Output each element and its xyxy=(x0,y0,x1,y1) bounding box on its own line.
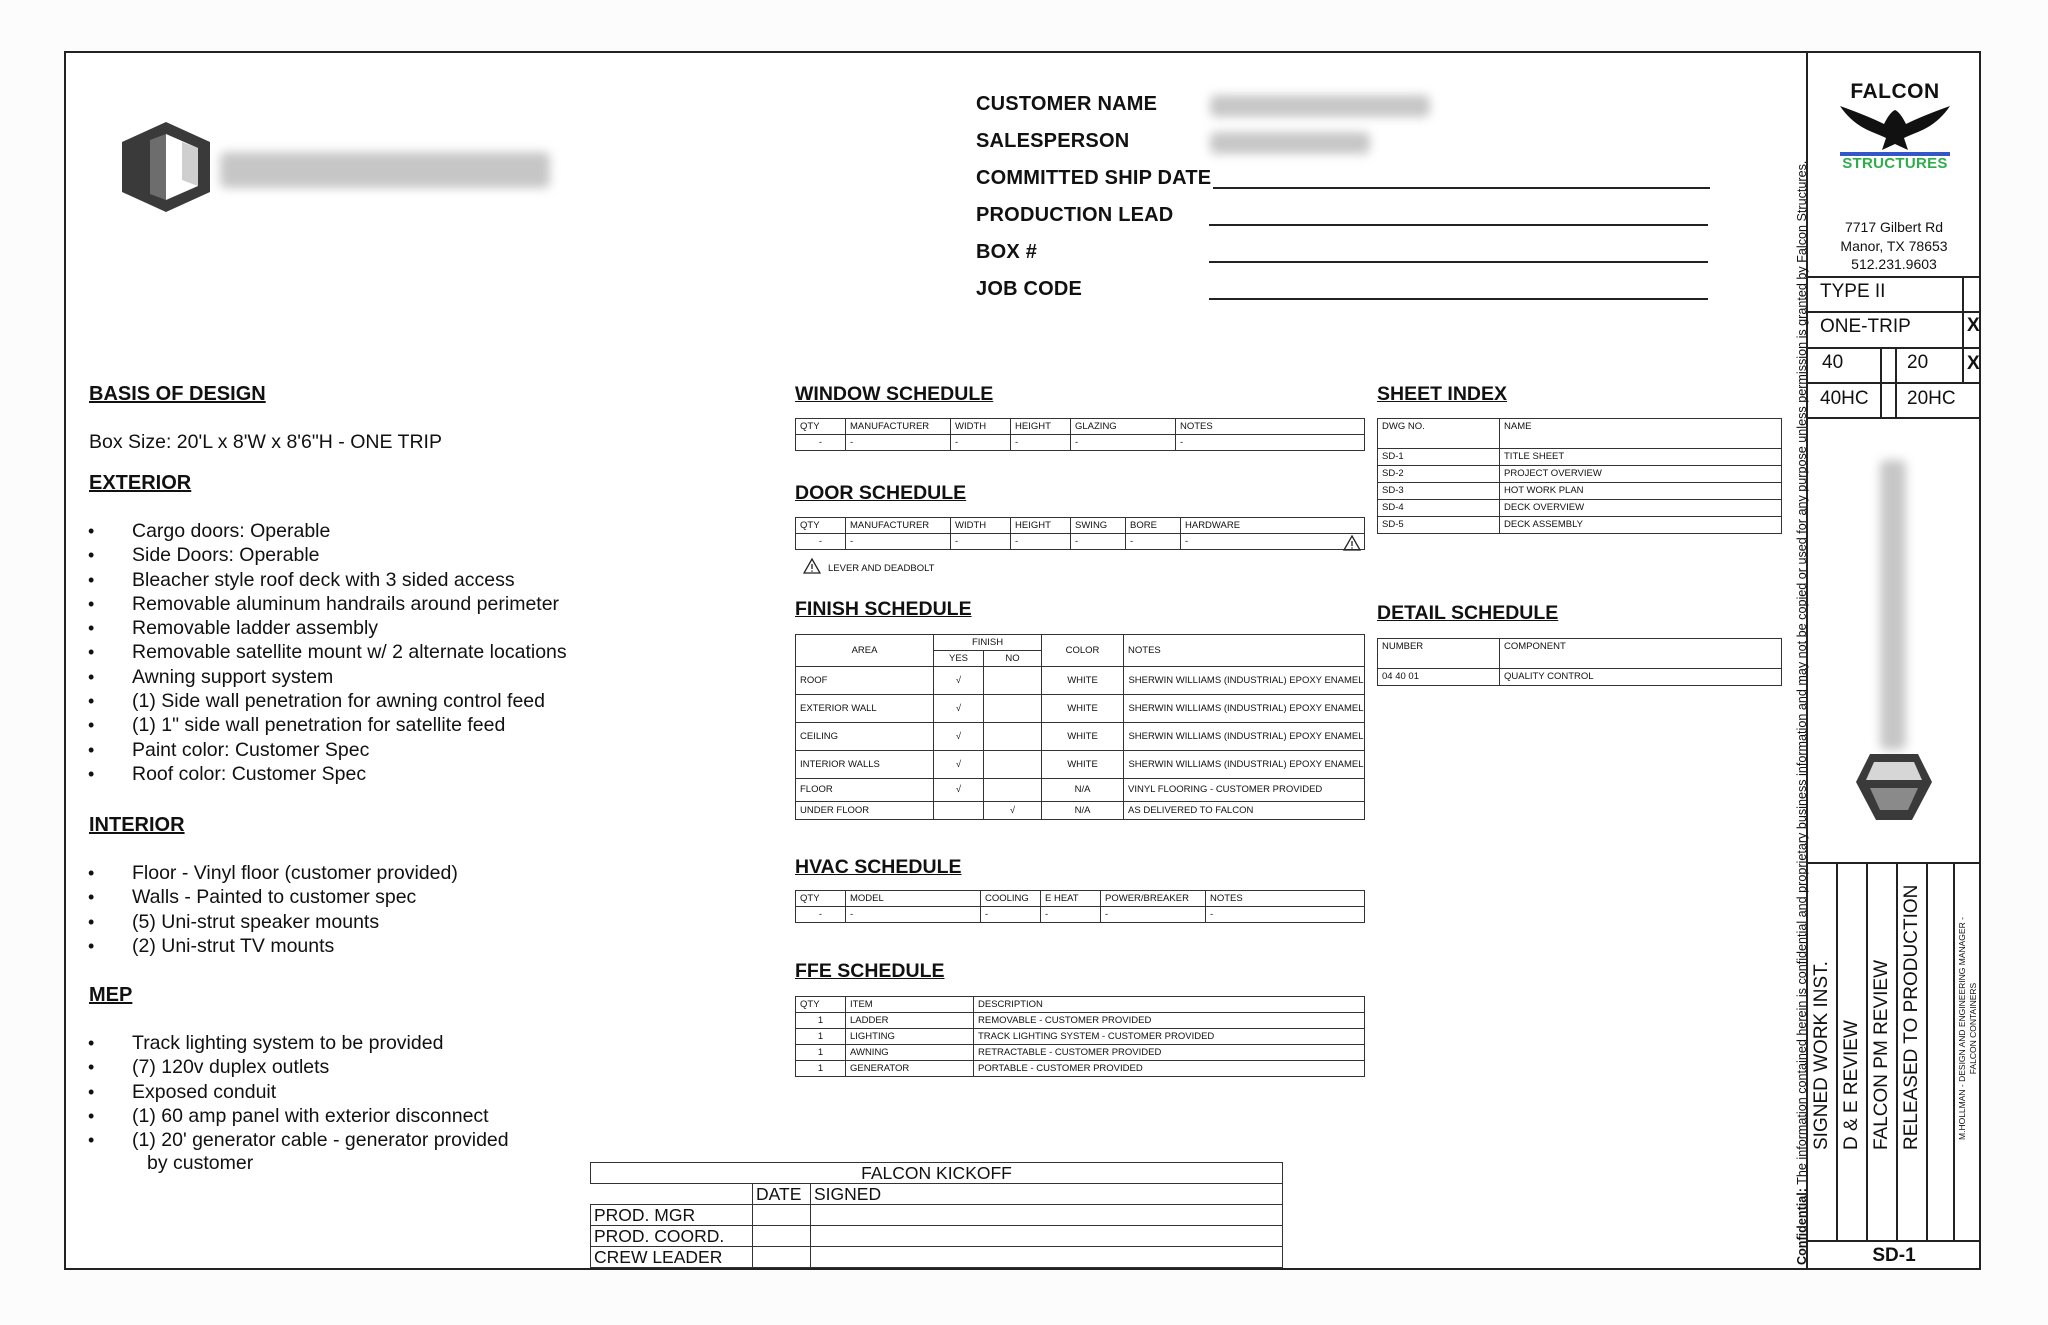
detail-schedule-title: DETAIL SCHEDULE xyxy=(1377,602,1559,624)
mep-title: MEP xyxy=(89,984,133,1006)
list-item: • Awning support system xyxy=(88,665,567,689)
table-row xyxy=(1378,449,1782,466)
table-cell: √ xyxy=(984,802,1042,820)
finish-schedule-title: FINISH SCHEDULE xyxy=(795,598,972,620)
table-row xyxy=(796,751,1365,779)
type-label: TYPE II xyxy=(1820,281,1886,302)
list-item: • Walls - Painted to customer spec xyxy=(88,885,458,909)
table-cell: SHERWIN WILLIAMS (INDUSTRIAL) EPOXY ENAMEL xyxy=(1124,751,1365,779)
ffe-schedule-title: FFE SCHEDULE xyxy=(795,960,945,982)
size-40hc-label: 40HC xyxy=(1820,388,1869,409)
table-cell: YES xyxy=(934,651,984,667)
signature-cell[interactable] xyxy=(811,1247,1283,1268)
table-cell: ITEM xyxy=(846,997,974,1013)
list-item: • Bleacher style roof deck with 3 sided access xyxy=(88,568,567,592)
table-header-row xyxy=(796,997,1365,1013)
table-cell: √ xyxy=(934,667,984,695)
signed-header: SIGNED xyxy=(811,1184,1283,1205)
cube-logo-icon xyxy=(1854,752,1934,822)
grid-line xyxy=(1866,862,1868,1240)
table-row xyxy=(1378,500,1782,517)
table-cell: WHITE xyxy=(1042,667,1124,695)
list-item: • Track lighting system to be provided xyxy=(88,1031,509,1055)
list-item: • Side Doors: Operable xyxy=(88,543,567,567)
job-code-label: JOB CODE xyxy=(976,278,1083,300)
salesperson-value-blurred xyxy=(1210,132,1370,154)
customer-name-value-blurred xyxy=(1210,95,1430,117)
table-cell: E HEAT xyxy=(1041,891,1101,907)
grid-line xyxy=(1926,862,1928,1240)
kickoff-role: PROD. COORD. xyxy=(591,1226,753,1247)
table-cell: SHERWIN WILLIAMS (INDUSTRIAL) EPOXY ENAMEL xyxy=(1124,695,1365,723)
interior-title: INTERIOR xyxy=(89,814,185,836)
kickoff-role: PROD. MGR xyxy=(591,1205,753,1226)
table-cell xyxy=(591,1184,753,1205)
table-cell: QTY xyxy=(796,997,846,1013)
table-row xyxy=(1378,669,1782,686)
table-row xyxy=(796,667,1365,695)
grid-line xyxy=(1895,347,1897,417)
basis-of-design-title: BASIS OF DESIGN xyxy=(89,383,266,405)
table-cell: SHERWIN WILLIAMS (INDUSTRIAL) EPOXY ENAMEL xyxy=(1124,723,1365,751)
list-item: • (7) 120v duplex outlets xyxy=(88,1055,509,1079)
falcon-address xyxy=(1808,218,1980,274)
stage-de-review: D & E REVIEW xyxy=(1841,1020,1862,1150)
grid-line xyxy=(1806,382,1981,384)
mep-list xyxy=(88,1031,509,1152)
phone-number: 512.231.9603 xyxy=(1851,256,1937,272)
table-cell: HEIGHT xyxy=(1011,518,1071,534)
table-cell: 04 40 01 xyxy=(1378,669,1500,686)
table-row xyxy=(796,1061,1365,1077)
table-cell: - xyxy=(1101,907,1206,923)
door-schedule-table xyxy=(795,517,1365,550)
table-cell: 1 xyxy=(796,1013,846,1029)
table-cell: MANUFACTURER xyxy=(846,518,951,534)
ffe-schedule-table xyxy=(795,996,1365,1077)
table-cell: FINISH xyxy=(934,635,1042,651)
list-item: • Removable ladder assembly xyxy=(88,616,567,640)
kickoff-role: CREW LEADER xyxy=(591,1247,753,1268)
table-row xyxy=(796,802,1365,820)
table-cell xyxy=(984,779,1042,802)
list-item: • (1) 1" side wall penetration for satellite feed xyxy=(88,713,567,737)
table-cell: COOLING xyxy=(981,891,1041,907)
size-20hc-label: 20HC xyxy=(1907,388,1956,409)
table-cell: - xyxy=(951,435,1011,451)
table-cell: - xyxy=(846,534,951,550)
table-cell xyxy=(984,751,1042,779)
size-20-checkbox[interactable]: X xyxy=(1967,353,1980,374)
list-item: • Cargo doors: Operable xyxy=(88,519,567,543)
table-cell: HEIGHT xyxy=(1011,419,1071,435)
table-row xyxy=(591,1226,1283,1247)
confidential-notice: Confidential: The information contained herein is confidential and proprietary business information and may not be copied or used for any purpose unless permission is granted by Falcon Structures. xyxy=(1795,160,1809,1265)
table-cell: COMPONENT xyxy=(1500,639,1782,669)
box-number-label: BOX # xyxy=(976,241,1038,263)
table-header-row xyxy=(591,1163,1283,1184)
table-cell: EXTERIOR WALL xyxy=(796,695,934,723)
table-cell xyxy=(934,802,984,820)
table-header-row xyxy=(1378,639,1782,669)
table-row xyxy=(796,1013,1365,1029)
table-cell: SD-4 xyxy=(1378,500,1500,517)
signature-cell[interactable] xyxy=(811,1205,1283,1226)
table-cell: CEILING xyxy=(796,723,934,751)
engineer-credit xyxy=(1957,917,1979,1140)
list-item: • Paint color: Customer Spec xyxy=(88,738,567,762)
table-cell xyxy=(984,667,1042,695)
list-item: • (1) 60 amp panel with exterior disconnect xyxy=(88,1104,509,1128)
table-cell: NO xyxy=(984,651,1042,667)
one-trip-label: ONE-TRIP xyxy=(1820,316,1911,337)
hvac-schedule-title: HVAC SCHEDULE xyxy=(795,856,962,878)
table-cell: PORTABLE - CUSTOMER PROVIDED xyxy=(974,1061,1365,1077)
mep-continuation: by customer xyxy=(147,1152,254,1174)
list-item: • (1) Side wall penetration for awning control feed xyxy=(88,689,567,713)
list-item: • Removable satellite mount w/ 2 alternate locations xyxy=(88,640,567,664)
window-schedule-table xyxy=(795,418,1365,451)
date-cell[interactable] xyxy=(753,1205,811,1226)
table-cell: QTY xyxy=(796,419,846,435)
box-size-text: Box Size: 20'L x 8'W x 8'6"H - ONE TRIP xyxy=(89,431,442,453)
table-cell: √ xyxy=(934,723,984,751)
window-schedule-title: WINDOW SCHEDULE xyxy=(795,383,994,405)
table-cell: - xyxy=(1206,907,1365,923)
table-header-row xyxy=(796,419,1365,435)
table-cell: SD-1 xyxy=(1378,449,1500,466)
table-row xyxy=(1378,517,1782,534)
table-cell: - xyxy=(981,907,1041,923)
door-schedule-title: DOOR SCHEDULE xyxy=(795,482,967,504)
table-cell: AREA xyxy=(796,635,934,667)
table-cell: SWING xyxy=(1071,518,1126,534)
table-cell: - xyxy=(1176,435,1365,451)
table-cell: RETRACTABLE - CUSTOMER PROVIDED xyxy=(974,1045,1365,1061)
table-cell: - xyxy=(796,907,846,923)
table-cell: WHITE xyxy=(1042,751,1124,779)
table-cell: 1 xyxy=(796,1045,846,1061)
finish-schedule-table xyxy=(795,634,1365,820)
table-cell: SD-2 xyxy=(1378,466,1500,483)
table-cell: WIDTH xyxy=(951,518,1011,534)
grid-line xyxy=(1806,311,1981,313)
list-item: • Removable aluminum handrails around perimeter xyxy=(88,592,567,616)
table-cell: - xyxy=(846,907,981,923)
table-cell: DECK ASSEMBLY xyxy=(1500,517,1782,534)
table-cell: N/A xyxy=(1042,779,1124,802)
falcon-eagle-icon xyxy=(1838,102,1952,158)
production-lead-line[interactable] xyxy=(1209,224,1708,226)
grid-line xyxy=(1962,276,1964,382)
table-cell: DWG NO. xyxy=(1378,419,1500,449)
kickoff-table xyxy=(590,1162,1283,1268)
table-cell: PROJECT OVERVIEW xyxy=(1500,466,1782,483)
date-cell[interactable] xyxy=(753,1247,811,1268)
table-row xyxy=(796,695,1365,723)
table-cell: INTERIOR WALLS xyxy=(796,751,934,779)
table-cell: 1 xyxy=(796,1061,846,1077)
box-number-line[interactable] xyxy=(1209,261,1708,263)
table-cell: NUMBER xyxy=(1378,639,1500,669)
table-row xyxy=(796,1029,1365,1045)
stage-falcon-pm-review: FALCON PM REVIEW xyxy=(1871,959,1892,1150)
table-row xyxy=(1378,483,1782,500)
stage-signed-work-inst: SIGNED WORK INST. xyxy=(1811,961,1832,1150)
grid-line xyxy=(1806,276,1981,278)
table-row xyxy=(796,779,1365,802)
table-cell: BORE xyxy=(1126,518,1181,534)
table-cell: - xyxy=(1126,534,1181,550)
table-cell: - xyxy=(1071,435,1176,451)
table-cell xyxy=(984,695,1042,723)
address-line: 7717 Gilbert Rd xyxy=(1844,219,1944,235)
one-trip-checkbox[interactable]: X xyxy=(1967,315,1980,336)
table-header-row xyxy=(796,891,1365,907)
grid-line xyxy=(1806,417,1981,419)
customer-name-vertical-blurred xyxy=(1880,460,1906,750)
list-item: • (5) Uni-strut speaker mounts xyxy=(88,910,458,934)
table-cell: SD-5 xyxy=(1378,517,1500,534)
table-cell: REMOVABLE - CUSTOMER PROVIDED xyxy=(974,1013,1365,1029)
exterior-list xyxy=(88,519,567,786)
grid-line xyxy=(1880,347,1882,417)
table-cell: √ xyxy=(934,751,984,779)
warning-triangle-icon xyxy=(1343,535,1361,551)
table-cell: QTY xyxy=(796,518,846,534)
kickoff-title: FALCON KICKOFF xyxy=(591,1163,1283,1184)
detail-schedule-table xyxy=(1377,638,1782,686)
table-cell: N/A xyxy=(1042,802,1124,820)
list-item: • Roof color: Customer Spec xyxy=(88,762,567,786)
table-cell: - xyxy=(846,435,951,451)
table-row xyxy=(796,435,1365,451)
table-cell: - xyxy=(796,534,846,550)
table-cell: QTY xyxy=(796,891,846,907)
table-cell: POWER/BREAKER xyxy=(1101,891,1206,907)
table-cell: HOT WORK PLAN xyxy=(1500,483,1782,500)
table-cell: - xyxy=(796,435,846,451)
engineer-line: M.HOLLMAN - DESIGN AND ENGINEERING MANAGER - xyxy=(1957,917,1967,1140)
signature-cell[interactable] xyxy=(811,1226,1283,1247)
production-lead-label: PRODUCTION LEAD xyxy=(976,204,1174,226)
table-cell: SD-3 xyxy=(1378,483,1500,500)
table-cell: - xyxy=(1011,534,1071,550)
table-cell: - xyxy=(1011,435,1071,451)
table-cell: ROOF xyxy=(796,667,934,695)
address-line: Manor, TX 78653 xyxy=(1840,237,1948,254)
table-cell: UNDER FLOOR xyxy=(796,802,934,820)
table-cell: WIDTH xyxy=(951,419,1011,435)
table-cell: - xyxy=(1041,907,1101,923)
hvac-schedule-table xyxy=(795,890,1365,923)
sheet-number: SD-1 xyxy=(1872,1245,1916,1266)
table-cell: FLOOR xyxy=(796,779,934,802)
job-code-line[interactable] xyxy=(1209,298,1708,300)
cube-logo-icon xyxy=(120,120,212,214)
table-header-row xyxy=(1378,419,1782,449)
table-cell: 1 xyxy=(796,1029,846,1045)
table-cell: WHITE xyxy=(1042,695,1124,723)
warning-triangle-icon xyxy=(803,558,821,574)
table-cell: TITLE SHEET xyxy=(1500,449,1782,466)
falcon-logo-text: FALCON xyxy=(1850,80,1940,103)
table-cell: SHERWIN WILLIAMS (INDUSTRIAL) EPOXY ENAMEL xyxy=(1124,667,1365,695)
table-cell: DECK OVERVIEW xyxy=(1500,500,1782,517)
customer-logo-text-blurred xyxy=(220,152,550,188)
table-cell: WHITE xyxy=(1042,723,1124,751)
size-40-label: 40 xyxy=(1822,352,1844,373)
table-row xyxy=(796,534,1365,550)
table-row xyxy=(591,1205,1283,1226)
table-row xyxy=(796,907,1365,923)
customer-name-label: CUSTOMER NAME xyxy=(976,93,1158,115)
table-cell: DESCRIPTION xyxy=(974,997,1365,1013)
falcon-logo-subtext: STRUCTURES xyxy=(1842,155,1948,172)
table-row xyxy=(796,723,1365,751)
table-cell: LIGHTING xyxy=(846,1029,974,1045)
table-header-row xyxy=(591,1184,1283,1205)
table-cell: COLOR xyxy=(1042,635,1124,667)
table-cell: NOTES xyxy=(1176,419,1365,435)
committed-ship-date-label: COMMITTED SHIP DATE xyxy=(976,167,1212,189)
grid-line xyxy=(1896,862,1898,1240)
table-cell xyxy=(984,723,1042,751)
grid-line xyxy=(1953,862,1955,1240)
table-cell: √ xyxy=(934,695,984,723)
table-cell: MODEL xyxy=(846,891,981,907)
sheet-index-title: SHEET INDEX xyxy=(1377,383,1508,405)
table-cell: - xyxy=(1181,534,1365,550)
salesperson-label: SALESPERSON xyxy=(976,130,1130,152)
sheet-index-table xyxy=(1377,418,1782,534)
table-cell: MANUFACTURER xyxy=(846,419,951,435)
stage-released-to-production: RELEASED TO PRODUCTION xyxy=(1901,884,1922,1150)
table-cell: TRACK LIGHTING SYSTEM - CUSTOMER PROVIDED xyxy=(974,1029,1365,1045)
table-header-row xyxy=(796,635,1365,651)
list-item: • Floor - Vinyl floor (customer provided) xyxy=(88,861,458,885)
list-item: • (2) Uni-strut TV mounts xyxy=(88,934,458,958)
list-item: • (1) 20' generator cable - generator provided xyxy=(88,1128,509,1152)
size-20-label: 20 xyxy=(1907,352,1929,373)
table-cell: NOTES xyxy=(1124,635,1365,667)
table-cell: √ xyxy=(934,779,984,802)
table-row xyxy=(1378,466,1782,483)
table-row xyxy=(796,1045,1365,1061)
table-cell: NAME xyxy=(1500,419,1782,449)
table-cell: QUALITY CONTROL xyxy=(1500,669,1782,686)
table-cell: AWNING xyxy=(846,1045,974,1061)
table-cell: GLAZING xyxy=(1071,419,1176,435)
exterior-title: EXTERIOR xyxy=(89,472,192,494)
grid-line xyxy=(1806,347,1981,349)
table-cell: - xyxy=(951,534,1011,550)
table-row xyxy=(591,1247,1283,1268)
grid-line xyxy=(1836,862,1838,1240)
table-cell: LADDER xyxy=(846,1013,974,1029)
table-cell: VINYL FLOORING - CUSTOMER PROVIDED xyxy=(1124,779,1365,802)
table-cell: HARDWARE xyxy=(1181,518,1365,534)
table-cell: AS DELIVERED TO FALCON xyxy=(1124,802,1365,820)
interior-list xyxy=(88,861,458,958)
engineer-line: FALCON CONTAINERS xyxy=(1968,982,1978,1075)
door-note: LEVER AND DEADBOLT xyxy=(828,563,935,574)
table-cell: NOTES xyxy=(1206,891,1365,907)
table-header-row xyxy=(796,518,1365,534)
date-header: DATE xyxy=(753,1184,811,1205)
table-cell: GENERATOR xyxy=(846,1061,974,1077)
date-cell[interactable] xyxy=(753,1226,811,1247)
committed-ship-date-line[interactable] xyxy=(1213,187,1710,189)
table-cell: - xyxy=(1071,534,1126,550)
list-item: • Exposed conduit xyxy=(88,1080,509,1104)
grid-line xyxy=(1806,1240,1981,1242)
